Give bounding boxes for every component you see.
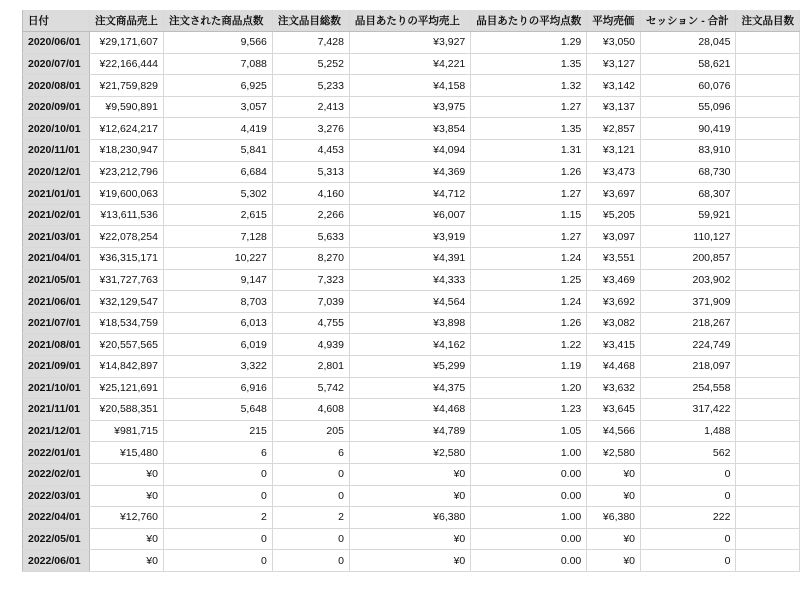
row-date-cell[interactable]: 2022/06/01 xyxy=(23,550,90,572)
table-cell[interactable]: ¥4,712 xyxy=(349,183,470,205)
column-header[interactable]: 日付 xyxy=(23,10,90,32)
table-cell[interactable]: 1.27 xyxy=(471,183,587,205)
sales-table xyxy=(22,10,800,572)
table-cell[interactable]: ¥0 xyxy=(89,485,163,507)
table-cell[interactable]: ¥0 xyxy=(587,550,641,572)
table-row xyxy=(23,183,800,205)
table-cell[interactable]: ¥25,121,691 xyxy=(89,377,163,399)
table-row xyxy=(23,248,800,270)
table-cell[interactable]: ¥36,315,171 xyxy=(89,248,163,270)
table-cell[interactable]: 1.00 xyxy=(471,507,587,529)
table-cell[interactable]: ¥3,854 xyxy=(349,118,470,140)
column-header[interactable]: 注文された商品点数 xyxy=(163,10,272,32)
table-cell[interactable]: 3,057 xyxy=(163,96,272,118)
table-cell[interactable]: 9,566 xyxy=(163,32,272,54)
table-cell[interactable]: ¥15,480 xyxy=(89,442,163,464)
table-cell[interactable]: 1.05 xyxy=(471,420,587,442)
table-cell[interactable] xyxy=(736,550,800,572)
table-row xyxy=(23,226,800,248)
row-date-cell[interactable]: 2021/01/01 xyxy=(23,183,90,205)
table-cell[interactable]: 0 xyxy=(163,550,272,572)
row-date-cell[interactable]: 2021/10/01 xyxy=(23,377,90,399)
spreadsheet xyxy=(22,10,800,572)
table-cell[interactable]: 1.29 xyxy=(471,32,587,54)
table-cell[interactable]: 0.00 xyxy=(471,485,587,507)
table-cell[interactable]: 58,621 xyxy=(641,53,736,75)
row-date-cell[interactable]: 2020/06/01 xyxy=(23,32,90,54)
table-cell[interactable]: 2,413 xyxy=(272,96,349,118)
table-cell[interactable]: ¥4,094 xyxy=(349,140,470,162)
table-cell[interactable]: ¥3,692 xyxy=(587,291,641,313)
table-row xyxy=(23,96,800,118)
table-cell[interactable] xyxy=(736,334,800,356)
table-cell[interactable] xyxy=(736,248,800,270)
table-cell[interactable]: ¥3,632 xyxy=(587,377,641,399)
table-cell[interactable]: 205 xyxy=(272,420,349,442)
table-cell[interactable]: ¥5,299 xyxy=(349,356,470,378)
row-date-cell[interactable]: 2020/07/01 xyxy=(23,53,90,75)
table-cell[interactable]: ¥14,842,897 xyxy=(89,356,163,378)
row-date-cell[interactable]: 2020/08/01 xyxy=(23,75,90,97)
table-cell[interactable]: ¥3,697 xyxy=(587,183,641,205)
table-cell[interactable]: 4,939 xyxy=(272,334,349,356)
table-cell[interactable]: 5,252 xyxy=(272,53,349,75)
clipped-top-strip xyxy=(0,0,800,10)
table-cell[interactable]: ¥0 xyxy=(349,528,470,550)
table-cell[interactable] xyxy=(736,53,800,75)
table-row xyxy=(23,356,800,378)
table-cell[interactable]: 8,703 xyxy=(163,291,272,313)
row-date-cell[interactable]: 2020/10/01 xyxy=(23,118,90,140)
table-cell[interactable]: 0 xyxy=(641,550,736,572)
table-cell[interactable]: 203,902 xyxy=(641,269,736,291)
row-date-cell[interactable]: 2021/08/01 xyxy=(23,334,90,356)
table-cell[interactable] xyxy=(736,204,800,226)
table-cell[interactable]: 0 xyxy=(163,485,272,507)
table-cell[interactable]: ¥0 xyxy=(349,463,470,485)
table-cell[interactable]: 90,419 xyxy=(641,118,736,140)
table-row xyxy=(23,334,800,356)
table-row xyxy=(23,377,800,399)
table-cell[interactable]: 0 xyxy=(163,528,272,550)
table-cell[interactable]: 110,127 xyxy=(641,226,736,248)
table-cell[interactable]: ¥2,580 xyxy=(349,442,470,464)
table-cell[interactable]: ¥23,212,796 xyxy=(89,161,163,183)
table-cell[interactable] xyxy=(736,226,800,248)
column-header[interactable]: 注文商品売上 xyxy=(89,10,163,32)
table-cell[interactable]: 1.25 xyxy=(471,269,587,291)
column-header[interactable]: 品目あたりの平均点数 xyxy=(471,10,587,32)
table-row xyxy=(23,269,800,291)
table-cell[interactable]: 0.00 xyxy=(471,528,587,550)
table-cell[interactable]: 6,684 xyxy=(163,161,272,183)
table-cell[interactable]: 4,608 xyxy=(272,399,349,421)
table-cell[interactable]: ¥20,588,351 xyxy=(89,399,163,421)
table-cell[interactable]: 5,313 xyxy=(272,161,349,183)
table-cell[interactable]: ¥4,162 xyxy=(349,334,470,356)
table-cell[interactable]: ¥29,171,607 xyxy=(89,32,163,54)
table-cell[interactable]: 7,428 xyxy=(272,32,349,54)
table-row xyxy=(23,420,800,442)
table-cell[interactable]: 1.22 xyxy=(471,334,587,356)
table-cell[interactable]: 7,323 xyxy=(272,269,349,291)
table-row xyxy=(23,550,800,572)
table-row xyxy=(23,442,800,464)
table-cell[interactable] xyxy=(736,463,800,485)
table-cell[interactable] xyxy=(736,269,800,291)
table-cell[interactable]: 1.35 xyxy=(471,118,587,140)
table-cell[interactable]: 1.23 xyxy=(471,399,587,421)
table-row xyxy=(23,32,800,54)
table-cell[interactable]: 5,841 xyxy=(163,140,272,162)
table-cell[interactable]: ¥13,611,536 xyxy=(89,204,163,226)
table-body xyxy=(23,32,800,572)
table-cell[interactable]: ¥19,600,063 xyxy=(89,183,163,205)
header-row xyxy=(23,10,800,32)
table-cell[interactable]: 2,801 xyxy=(272,356,349,378)
table-cell[interactable]: 5,742 xyxy=(272,377,349,399)
table-cell[interactable]: 5,648 xyxy=(163,399,272,421)
table-row xyxy=(23,291,800,313)
table-cell[interactable]: 215 xyxy=(163,420,272,442)
table-cell[interactable] xyxy=(736,140,800,162)
table-cell[interactable]: ¥6,380 xyxy=(587,507,641,529)
row-date-cell[interactable]: 2021/07/01 xyxy=(23,312,90,334)
table-cell[interactable]: ¥3,142 xyxy=(587,75,641,97)
table-cell[interactable]: ¥4,468 xyxy=(349,399,470,421)
table-cell[interactable]: 4,453 xyxy=(272,140,349,162)
table-cell[interactable]: 68,307 xyxy=(641,183,736,205)
row-date-cell[interactable]: 2021/05/01 xyxy=(23,269,90,291)
table-cell[interactable]: 1.24 xyxy=(471,248,587,270)
table-cell[interactable]: 224,749 xyxy=(641,334,736,356)
table-cell[interactable]: 1.31 xyxy=(471,140,587,162)
table-cell[interactable]: ¥22,166,444 xyxy=(89,53,163,75)
table-cell[interactable]: ¥4,333 xyxy=(349,269,470,291)
table-cell[interactable]: ¥12,760 xyxy=(89,507,163,529)
table-cell[interactable]: ¥5,205 xyxy=(587,204,641,226)
table-cell[interactable]: 1,488 xyxy=(641,420,736,442)
row-date-cell[interactable]: 2021/11/01 xyxy=(23,399,90,421)
table-cell[interactable]: 6,916 xyxy=(163,377,272,399)
table-cell[interactable]: ¥6,380 xyxy=(349,507,470,529)
table-cell[interactable]: 2,615 xyxy=(163,204,272,226)
table-cell[interactable]: ¥0 xyxy=(349,485,470,507)
table-cell[interactable] xyxy=(736,420,800,442)
table-cell[interactable]: ¥0 xyxy=(89,463,163,485)
table-cell[interactable]: 0 xyxy=(163,463,272,485)
table-cell[interactable] xyxy=(736,377,800,399)
table-cell[interactable]: 1.32 xyxy=(471,75,587,97)
table-cell[interactable]: 218,267 xyxy=(641,312,736,334)
table-cell[interactable]: ¥3,469 xyxy=(587,269,641,291)
table-cell[interactable]: ¥32,129,547 xyxy=(89,291,163,313)
row-date-cell[interactable]: 2021/02/01 xyxy=(23,204,90,226)
row-date-cell[interactable]: 2022/01/01 xyxy=(23,442,90,464)
table-cell[interactable]: 6 xyxy=(272,442,349,464)
table-cell[interactable]: 5,633 xyxy=(272,226,349,248)
table-cell[interactable]: 4,160 xyxy=(272,183,349,205)
table-row xyxy=(23,118,800,140)
table-cell[interactable]: ¥3,473 xyxy=(587,161,641,183)
table-cell[interactable]: ¥22,078,254 xyxy=(89,226,163,248)
table-cell[interactable]: 1.20 xyxy=(471,377,587,399)
table-cell[interactable]: ¥3,050 xyxy=(587,32,641,54)
table-cell[interactable]: 1.24 xyxy=(471,291,587,313)
table-cell[interactable]: 2 xyxy=(272,507,349,529)
table-cell[interactable]: 0 xyxy=(641,485,736,507)
table-cell[interactable] xyxy=(736,118,800,140)
table-cell[interactable] xyxy=(736,312,800,334)
column-header[interactable]: 品目あたりの平均売上 xyxy=(349,10,470,32)
table-cell[interactable]: ¥31,727,763 xyxy=(89,269,163,291)
table-cell[interactable]: 4,419 xyxy=(163,118,272,140)
table-cell[interactable]: ¥4,375 xyxy=(349,377,470,399)
table-cell[interactable]: 5,302 xyxy=(163,183,272,205)
table-cell[interactable]: 6 xyxy=(163,442,272,464)
row-date-cell[interactable]: 2021/06/01 xyxy=(23,291,90,313)
table-cell[interactable]: 0 xyxy=(272,463,349,485)
table-cell[interactable]: 6,019 xyxy=(163,334,272,356)
table-cell[interactable]: 7,128 xyxy=(163,226,272,248)
table-cell[interactable]: 3,276 xyxy=(272,118,349,140)
table-cell[interactable] xyxy=(736,75,800,97)
table-cell[interactable]: 1.27 xyxy=(471,96,587,118)
table-cell[interactable]: ¥3,919 xyxy=(349,226,470,248)
column-header[interactable]: セッション - 合計 xyxy=(641,10,736,32)
table-cell[interactable]: 1.15 xyxy=(471,204,587,226)
table-cell[interactable]: ¥4,566 xyxy=(587,420,641,442)
table-cell[interactable]: 4,755 xyxy=(272,312,349,334)
table-cell[interactable]: ¥4,468 xyxy=(587,356,641,378)
table-cell[interactable]: 222 xyxy=(641,507,736,529)
table-cell[interactable]: ¥3,975 xyxy=(349,96,470,118)
table-cell[interactable]: 1.19 xyxy=(471,356,587,378)
table-cell[interactable] xyxy=(736,96,800,118)
table-cell[interactable]: 7,039 xyxy=(272,291,349,313)
table-cell[interactable]: 83,910 xyxy=(641,140,736,162)
table-cell[interactable]: ¥2,857 xyxy=(587,118,641,140)
table-cell[interactable]: 1.26 xyxy=(471,312,587,334)
table-row xyxy=(23,53,800,75)
table-cell[interactable] xyxy=(736,399,800,421)
table-cell[interactable]: 6,925 xyxy=(163,75,272,97)
table-cell[interactable] xyxy=(736,528,800,550)
table-cell[interactable]: ¥3,137 xyxy=(587,96,641,118)
table-cell[interactable]: 28,045 xyxy=(641,32,736,54)
row-date-cell[interactable]: 2020/12/01 xyxy=(23,161,90,183)
table-cell[interactable]: ¥3,121 xyxy=(587,140,641,162)
table-cell[interactable]: 7,088 xyxy=(163,53,272,75)
table-cell[interactable]: ¥0 xyxy=(587,463,641,485)
table-cell[interactable]: 0 xyxy=(641,528,736,550)
table-cell[interactable]: 60,076 xyxy=(641,75,736,97)
row-date-cell[interactable]: 2021/12/01 xyxy=(23,420,90,442)
table-cell[interactable]: 0.00 xyxy=(471,550,587,572)
table-row xyxy=(23,463,800,485)
table-cell[interactable]: ¥4,564 xyxy=(349,291,470,313)
table-cell[interactable] xyxy=(736,442,800,464)
table-cell[interactable] xyxy=(736,183,800,205)
table-cell[interactable]: ¥18,230,947 xyxy=(89,140,163,162)
row-date-cell[interactable]: 2021/04/01 xyxy=(23,248,90,270)
table-cell[interactable]: 55,096 xyxy=(641,96,736,118)
table-cell[interactable]: ¥0 xyxy=(89,550,163,572)
table-cell[interactable]: ¥0 xyxy=(587,485,641,507)
table-cell[interactable]: ¥20,557,565 xyxy=(89,334,163,356)
table-cell[interactable]: 2,266 xyxy=(272,204,349,226)
table-cell[interactable]: ¥4,221 xyxy=(349,53,470,75)
table-cell[interactable]: 562 xyxy=(641,442,736,464)
table-cell[interactable]: ¥21,759,829 xyxy=(89,75,163,97)
table-cell[interactable]: ¥3,927 xyxy=(349,32,470,54)
row-date-cell[interactable]: 2022/04/01 xyxy=(23,507,90,529)
table-cell[interactable]: 59,921 xyxy=(641,204,736,226)
table-cell[interactable]: ¥3,127 xyxy=(587,53,641,75)
table-cell[interactable]: ¥3,082 xyxy=(587,312,641,334)
table-cell[interactable]: ¥9,590,891 xyxy=(89,96,163,118)
table-cell[interactable]: 0 xyxy=(272,550,349,572)
table-cell[interactable]: 10,227 xyxy=(163,248,272,270)
table-cell[interactable]: ¥3,415 xyxy=(587,334,641,356)
table-row xyxy=(23,140,800,162)
table-row xyxy=(23,528,800,550)
table-cell[interactable]: ¥0 xyxy=(89,528,163,550)
table-cell[interactable]: 1.00 xyxy=(471,442,587,464)
table-cell[interactable]: 3,322 xyxy=(163,356,272,378)
table-cell[interactable]: 1.35 xyxy=(471,53,587,75)
table-cell[interactable]: ¥18,534,759 xyxy=(89,312,163,334)
table-row xyxy=(23,507,800,529)
table-cell[interactable]: ¥12,624,217 xyxy=(89,118,163,140)
column-header[interactable]: 注文品目総数 xyxy=(272,10,349,32)
table-cell[interactable]: ¥4,158 xyxy=(349,75,470,97)
table-row xyxy=(23,485,800,507)
table-cell[interactable]: 0 xyxy=(272,485,349,507)
table-cell[interactable]: ¥0 xyxy=(587,528,641,550)
table-cell[interactable]: ¥2,580 xyxy=(587,442,641,464)
table-row xyxy=(23,161,800,183)
table-cell[interactable]: ¥6,007 xyxy=(349,204,470,226)
table-cell[interactable]: ¥4,391 xyxy=(349,248,470,270)
table-cell[interactable]: ¥4,789 xyxy=(349,420,470,442)
row-date-cell[interactable]: 2020/11/01 xyxy=(23,140,90,162)
row-date-cell[interactable]: 2020/09/01 xyxy=(23,96,90,118)
row-date-cell[interactable]: 2021/09/01 xyxy=(23,356,90,378)
table-cell[interactable]: 0 xyxy=(641,463,736,485)
table-cell[interactable]: 218,097 xyxy=(641,356,736,378)
table-cell[interactable] xyxy=(736,32,800,54)
table-cell[interactable] xyxy=(736,291,800,313)
table-cell[interactable]: 8,270 xyxy=(272,248,349,270)
table-cell[interactable] xyxy=(736,161,800,183)
row-date-cell[interactable]: 2021/03/01 xyxy=(23,226,90,248)
table-cell[interactable]: ¥0 xyxy=(349,550,470,572)
table-cell[interactable]: ¥981,715 xyxy=(89,420,163,442)
table-cell[interactable]: 5,233 xyxy=(272,75,349,97)
table-cell[interactable]: 1.27 xyxy=(471,226,587,248)
table-cell[interactable]: 0 xyxy=(272,528,349,550)
table-cell[interactable]: ¥3,898 xyxy=(349,312,470,334)
table-cell[interactable]: 371,909 xyxy=(641,291,736,313)
table-cell[interactable]: 9,147 xyxy=(163,269,272,291)
table-cell[interactable]: ¥3,097 xyxy=(587,226,641,248)
table-cell[interactable]: 317,422 xyxy=(641,399,736,421)
column-header[interactable]: 注文品目数 xyxy=(736,10,800,32)
table-cell[interactable] xyxy=(736,507,800,529)
table-cell[interactable]: ¥4,369 xyxy=(349,161,470,183)
row-date-cell[interactable]: 2022/05/01 xyxy=(23,528,90,550)
row-date-cell[interactable]: 2022/03/01 xyxy=(23,485,90,507)
table-row xyxy=(23,75,800,97)
table-cell[interactable] xyxy=(736,356,800,378)
table-row xyxy=(23,399,800,421)
table-cell[interactable]: 2 xyxy=(163,507,272,529)
row-date-cell[interactable]: 2022/02/01 xyxy=(23,463,90,485)
table-cell[interactable]: ¥3,551 xyxy=(587,248,641,270)
table-cell[interactable] xyxy=(736,485,800,507)
table-cell[interactable]: ¥3,645 xyxy=(587,399,641,421)
table-cell[interactable]: 254,558 xyxy=(641,377,736,399)
table-cell[interactable]: 200,857 xyxy=(641,248,736,270)
table-row xyxy=(23,312,800,334)
table-cell[interactable]: 68,730 xyxy=(641,161,736,183)
table-cell[interactable]: 6,013 xyxy=(163,312,272,334)
table-row xyxy=(23,204,800,226)
table-cell[interactable]: 1.26 xyxy=(471,161,587,183)
column-header[interactable]: 平均売価 xyxy=(587,10,641,32)
table-cell[interactable]: 0.00 xyxy=(471,463,587,485)
